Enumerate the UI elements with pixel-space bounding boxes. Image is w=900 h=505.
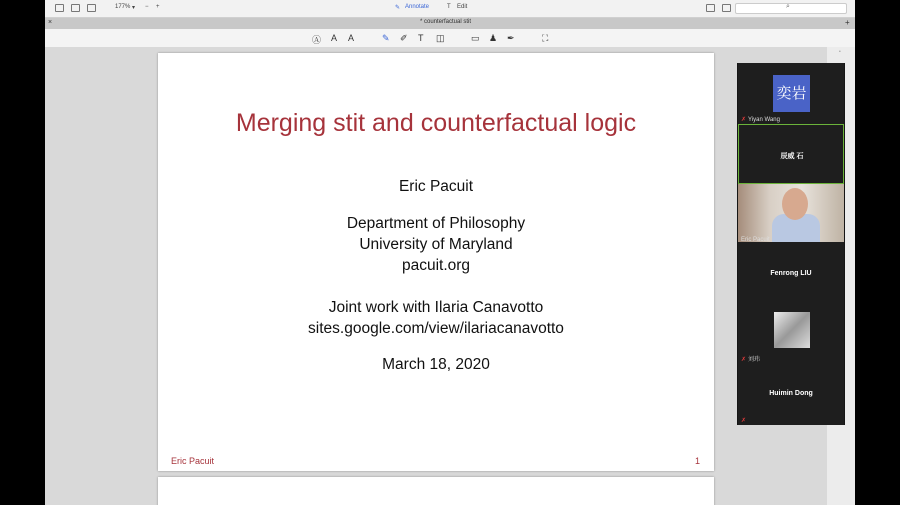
text-select-icon[interactable]: Ⓐ (312, 35, 322, 45)
participant-video (738, 184, 844, 242)
crop-icon[interactable]: ⛶ (542, 33, 549, 43)
pen-icon[interactable]: ✎ (382, 33, 390, 43)
zoom-level[interactable]: 177% (115, 4, 131, 10)
joint-website: sites.google.com/view/ilariacanavotto (308, 320, 564, 337)
participant-name: 辰威 石 (780, 153, 804, 160)
close-tab-icon[interactable]: × (48, 19, 53, 26)
page-number: 1 (695, 456, 701, 466)
shape-icon[interactable]: ◫ (436, 33, 445, 43)
author: Eric Pacuit (398, 178, 474, 195)
pdf-viewer-window (45, 0, 855, 505)
highlight-icon[interactable]: A (331, 33, 338, 43)
layout-icon[interactable] (87, 4, 96, 12)
participant-tile[interactable] (738, 184, 844, 244)
profile-photo (774, 312, 810, 348)
edit-mode[interactable]: Edit (457, 4, 468, 10)
main-toolbar (45, 0, 855, 18)
video-person-face (782, 188, 808, 220)
muted-mic-icon: ✗ (741, 117, 747, 123)
strikethrough-icon[interactable]: A (348, 33, 355, 43)
participant-tile-active-speaker[interactable] (738, 124, 844, 184)
website: pacuit.org (401, 257, 471, 274)
participant-tile[interactable] (738, 244, 844, 304)
footer-author: Eric Pacuit (171, 456, 215, 466)
grid-view-icon[interactable] (71, 4, 80, 12)
eraser-icon[interactable]: ✐ (400, 33, 408, 43)
signature-icon[interactable]: ✒ (507, 33, 515, 43)
sidebar-toggle-icon[interactable] (55, 4, 64, 12)
search-icon: ⌕ (786, 3, 790, 10)
participant-name: Huimin Dong (769, 390, 813, 397)
participant-name: Eric Pacuit (741, 237, 770, 243)
participant-name: ✗ Yiyan Wang (741, 117, 780, 123)
stamp-icon[interactable]: ♟ (489, 33, 498, 43)
text-tool-icon[interactable]: T (418, 33, 424, 43)
edit-icon[interactable]: T (447, 4, 451, 10)
university: University of Maryland (359, 236, 513, 253)
muted-mic-icon: ✗ (741, 357, 747, 363)
muted-mic-icon: ✗ (741, 418, 747, 424)
document-tab[interactable]: * counterfactual stit (420, 19, 472, 25)
participant-tile[interactable] (738, 304, 844, 364)
right-letterbox (855, 0, 900, 505)
tab-bar (45, 18, 855, 29)
slide-page (158, 53, 714, 471)
participant-tile[interactable] (738, 364, 844, 425)
scroll-marker-icon: • (839, 49, 841, 55)
joint-work: Joint work with Ilaria Canavotto (328, 299, 544, 316)
export-icon[interactable] (722, 4, 731, 12)
new-tab-icon[interactable]: + (845, 18, 850, 27)
avatar: 奕岩 (773, 75, 810, 112)
video-participants-panel (737, 63, 845, 425)
annotate-mode[interactable]: Annotate (405, 4, 430, 10)
annotate-icon[interactable]: ✎ (395, 5, 401, 11)
participant-name: Fenrong LIU (770, 270, 812, 277)
zoom-out-icon[interactable]: − (145, 4, 149, 10)
search-input[interactable] (735, 3, 847, 14)
next-slide-page (158, 477, 714, 505)
zoom-in-icon[interactable]: + (156, 4, 160, 10)
left-letterbox (0, 0, 45, 505)
note-icon[interactable]: ▭ (471, 33, 480, 43)
participant-name: ✗ 刘玮 (741, 357, 761, 363)
document-canvas[interactable] (45, 47, 827, 505)
participant-tile[interactable] (738, 63, 844, 124)
mic-status (741, 417, 748, 424)
date: March 18, 2020 (382, 356, 490, 373)
slide-title: Merging stit and counterfactual logic (235, 109, 637, 137)
annotation-toolbar (45, 29, 855, 48)
department: Department of Philosophy (346, 215, 526, 232)
zoom-dropdown-icon[interactable]: ▾ (132, 5, 136, 11)
share-icon[interactable] (706, 4, 715, 12)
